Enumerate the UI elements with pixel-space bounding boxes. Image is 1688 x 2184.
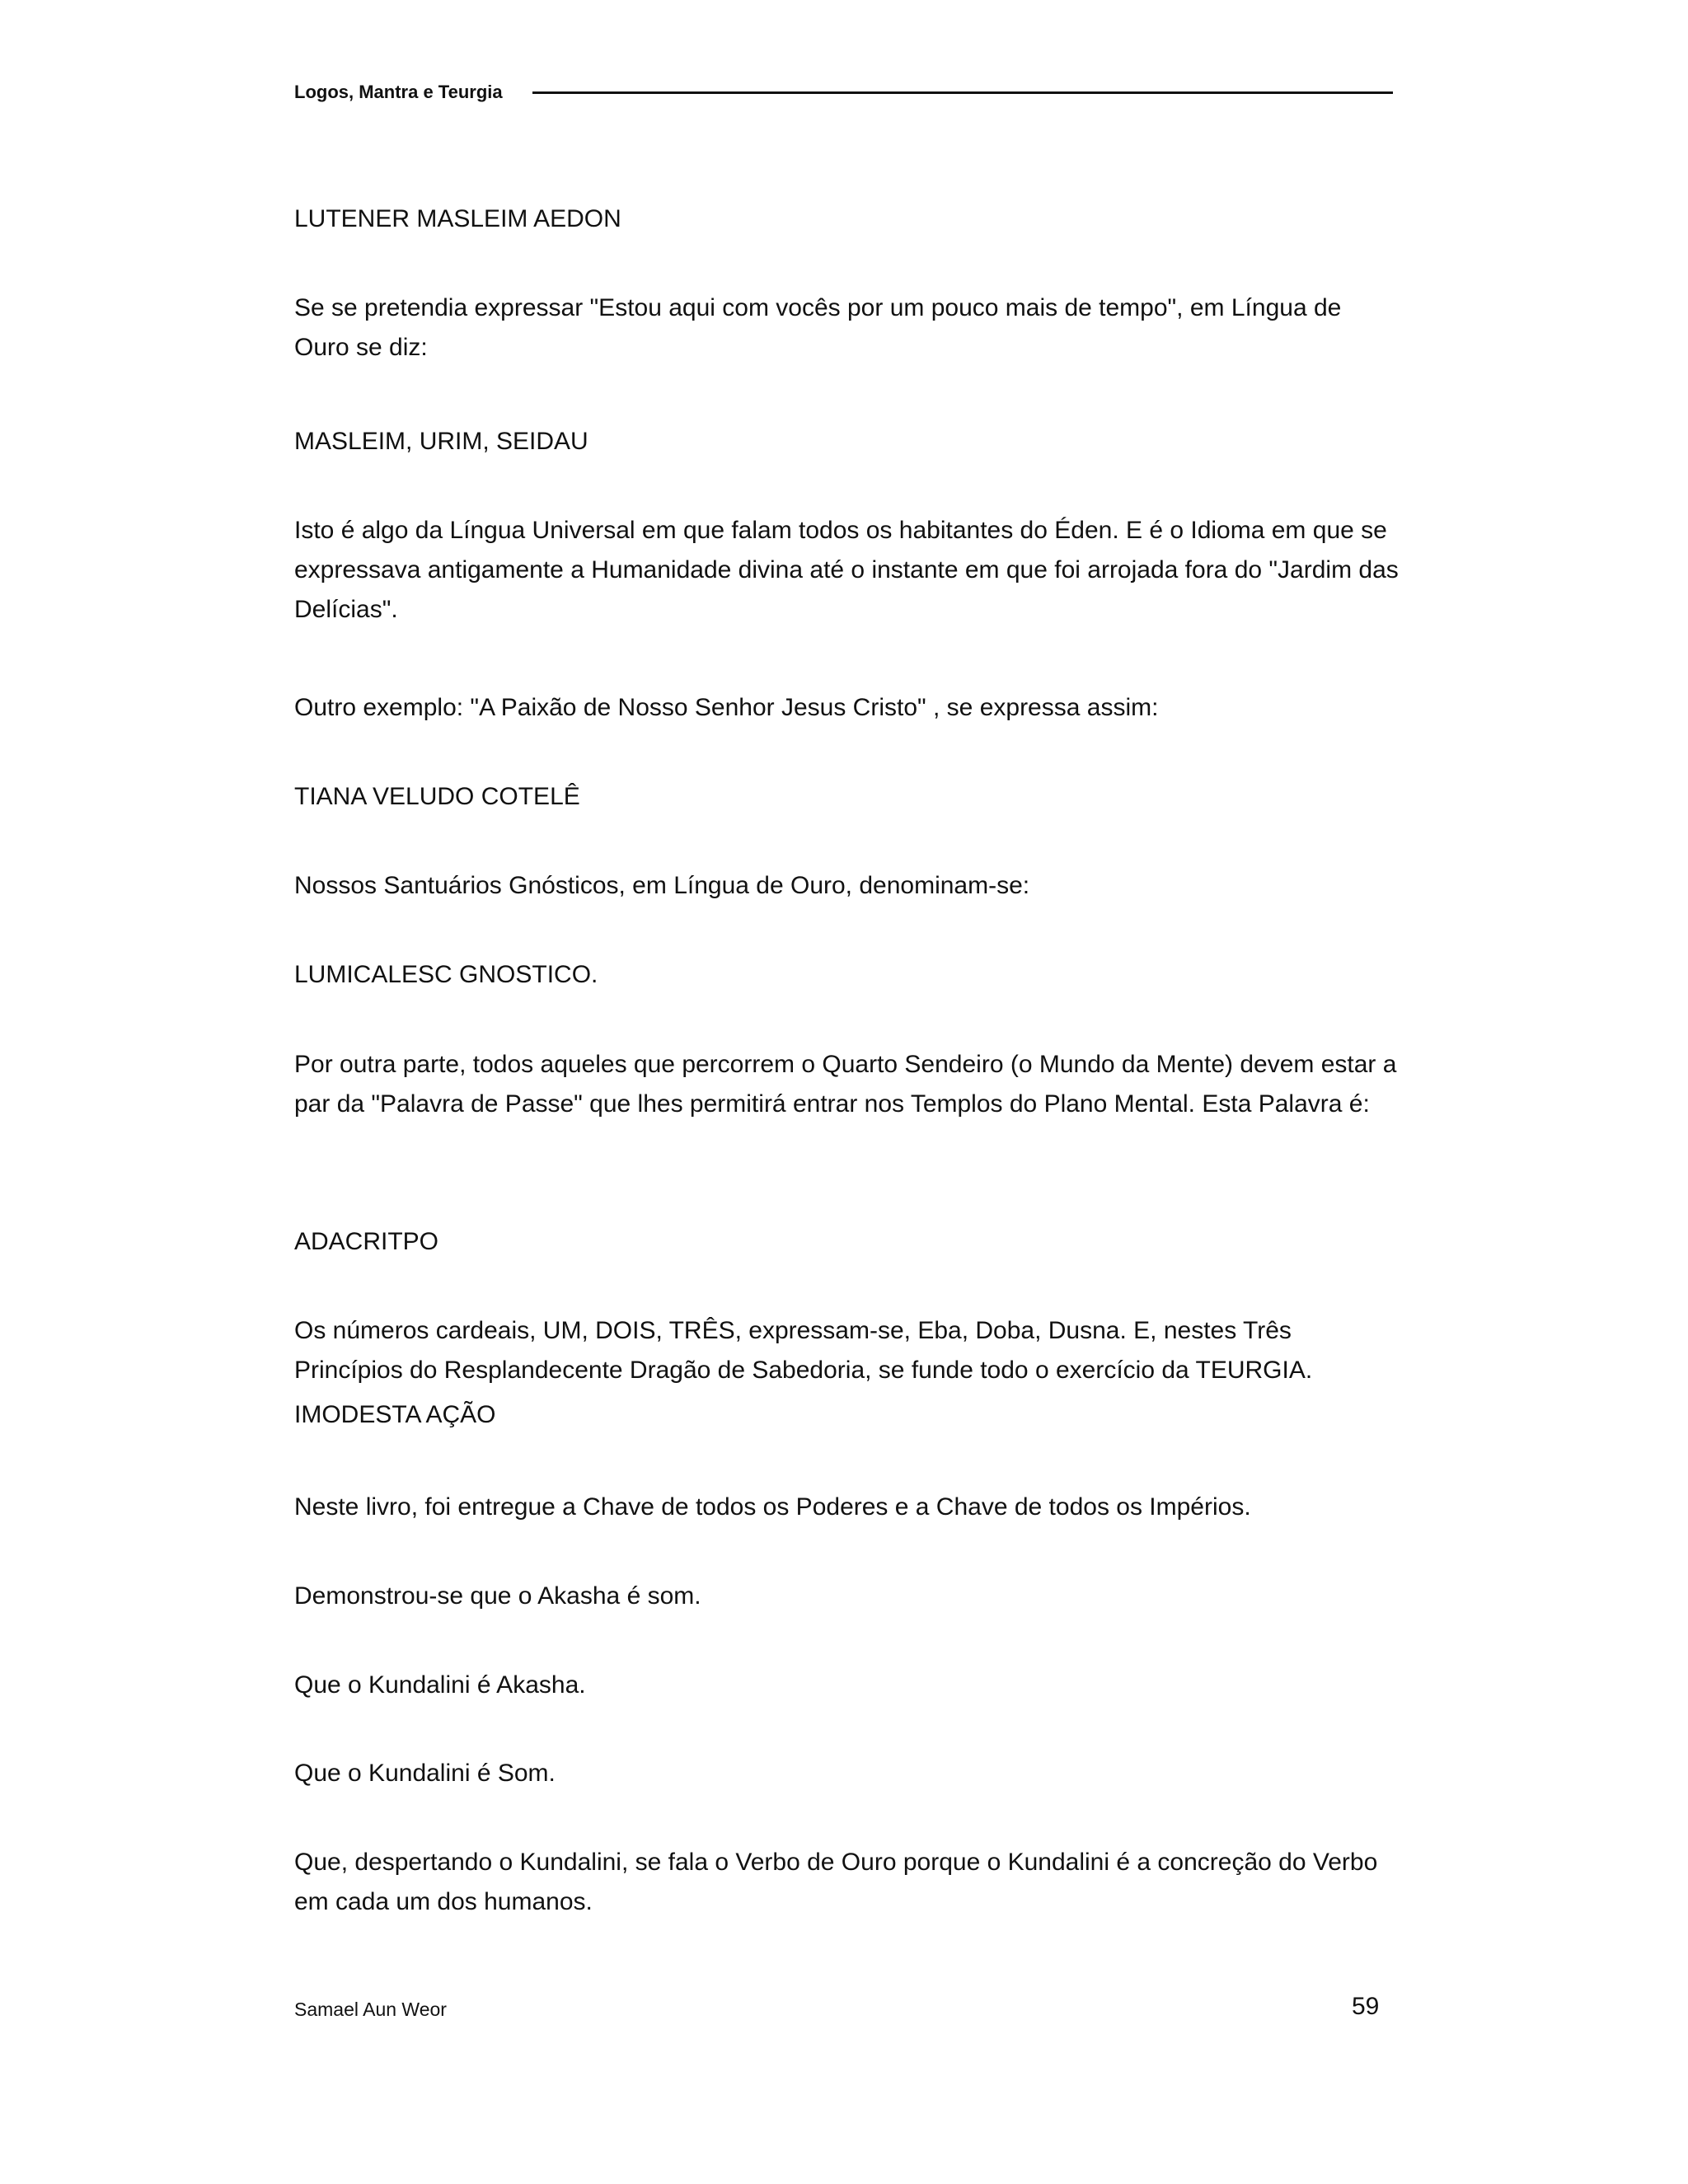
paragraph-akasha-sound: Demonstrou-se que o Akasha é som. (294, 1582, 701, 1610)
paragraph-golden-phrase: LUTENER MASLEIM AEDON (294, 205, 621, 232)
paragraph-kundalini-sound: Que o Kundalini é Som. (294, 1760, 556, 1787)
paragraph-sanctuaries: Nossos Santuários Gnósticos, em Língua de Ouro, denominam-se: (294, 872, 1030, 899)
paragraph-kundalini-akasha: Que o Kundalini é Akasha. (294, 1671, 586, 1699)
paragraph-password: Por outra parte, todos aqueles que percorrem o Quarto Sendeiro (o Mundo da Mente) devem estar a par da "Palavra de Passe" que lhes permitirá entrar nos Templos do Plano Mental. Esta Palavra é: (294, 1051, 1397, 1118)
paragraph-cardinal-numbers: Os números cardeais, UM, DOIS, TRÊS, expressam-se, Eba, Doba, Dusna. E, nestes Três Princípios do Resplandecente Dragão de Sabedoria, se funde todo o exercício da TEURGIA. (294, 1317, 1313, 1384)
paragraph-another-example: Outro exemplo: "A Paixão de Nosso Senhor Jesus Cristo" , se expressa assim: (294, 694, 1159, 721)
paragraph-intro-expression: Se se pretendia expressar "Estou aqui com vocês por um pouco mais de tempo", em Língua de Ouro se diz: (294, 294, 1342, 361)
paragraph-imodesta: IMODESTA AÇÃO (294, 1401, 496, 1428)
paragraph-masleim: MASLEIM, URIM, SEIDAU (294, 428, 588, 455)
footer-author: Samael Aun Weor (294, 1999, 447, 2020)
paragraph-keys: Neste livro, foi entregue a Chave de todos os Poderes e a Chave de todos os Impérios. (294, 1493, 1251, 1521)
running-header (294, 76, 1393, 109)
book-title: Logos, Mantra e Teurgia (294, 82, 503, 102)
paragraph-kundalini-verb: Que, despertando o Kundalini, se fala o Verbo de Ouro porque o Kundalini é a concreção do Verbo em cada um dos humanos. (294, 1849, 1378, 1915)
paragraph-tiana: TIANA VELUDO COTELÊ (294, 783, 580, 810)
header-rule (532, 91, 1393, 94)
paragraph-lumicalesc: LUMICALESC GNOSTICO. (294, 961, 598, 988)
paragraph-universal-language: Isto é algo da Língua Universal em que falam todos os habitantes do Éden. E é o Idioma em que se expressava antigamente a Humanidade divina até o instante em que foi arrojada fora do "Jardim das Delícias". (294, 517, 1399, 623)
page-number: 59 (1352, 1993, 1380, 2020)
paragraph-adacritpo: ADACRITPO (294, 1228, 439, 1255)
